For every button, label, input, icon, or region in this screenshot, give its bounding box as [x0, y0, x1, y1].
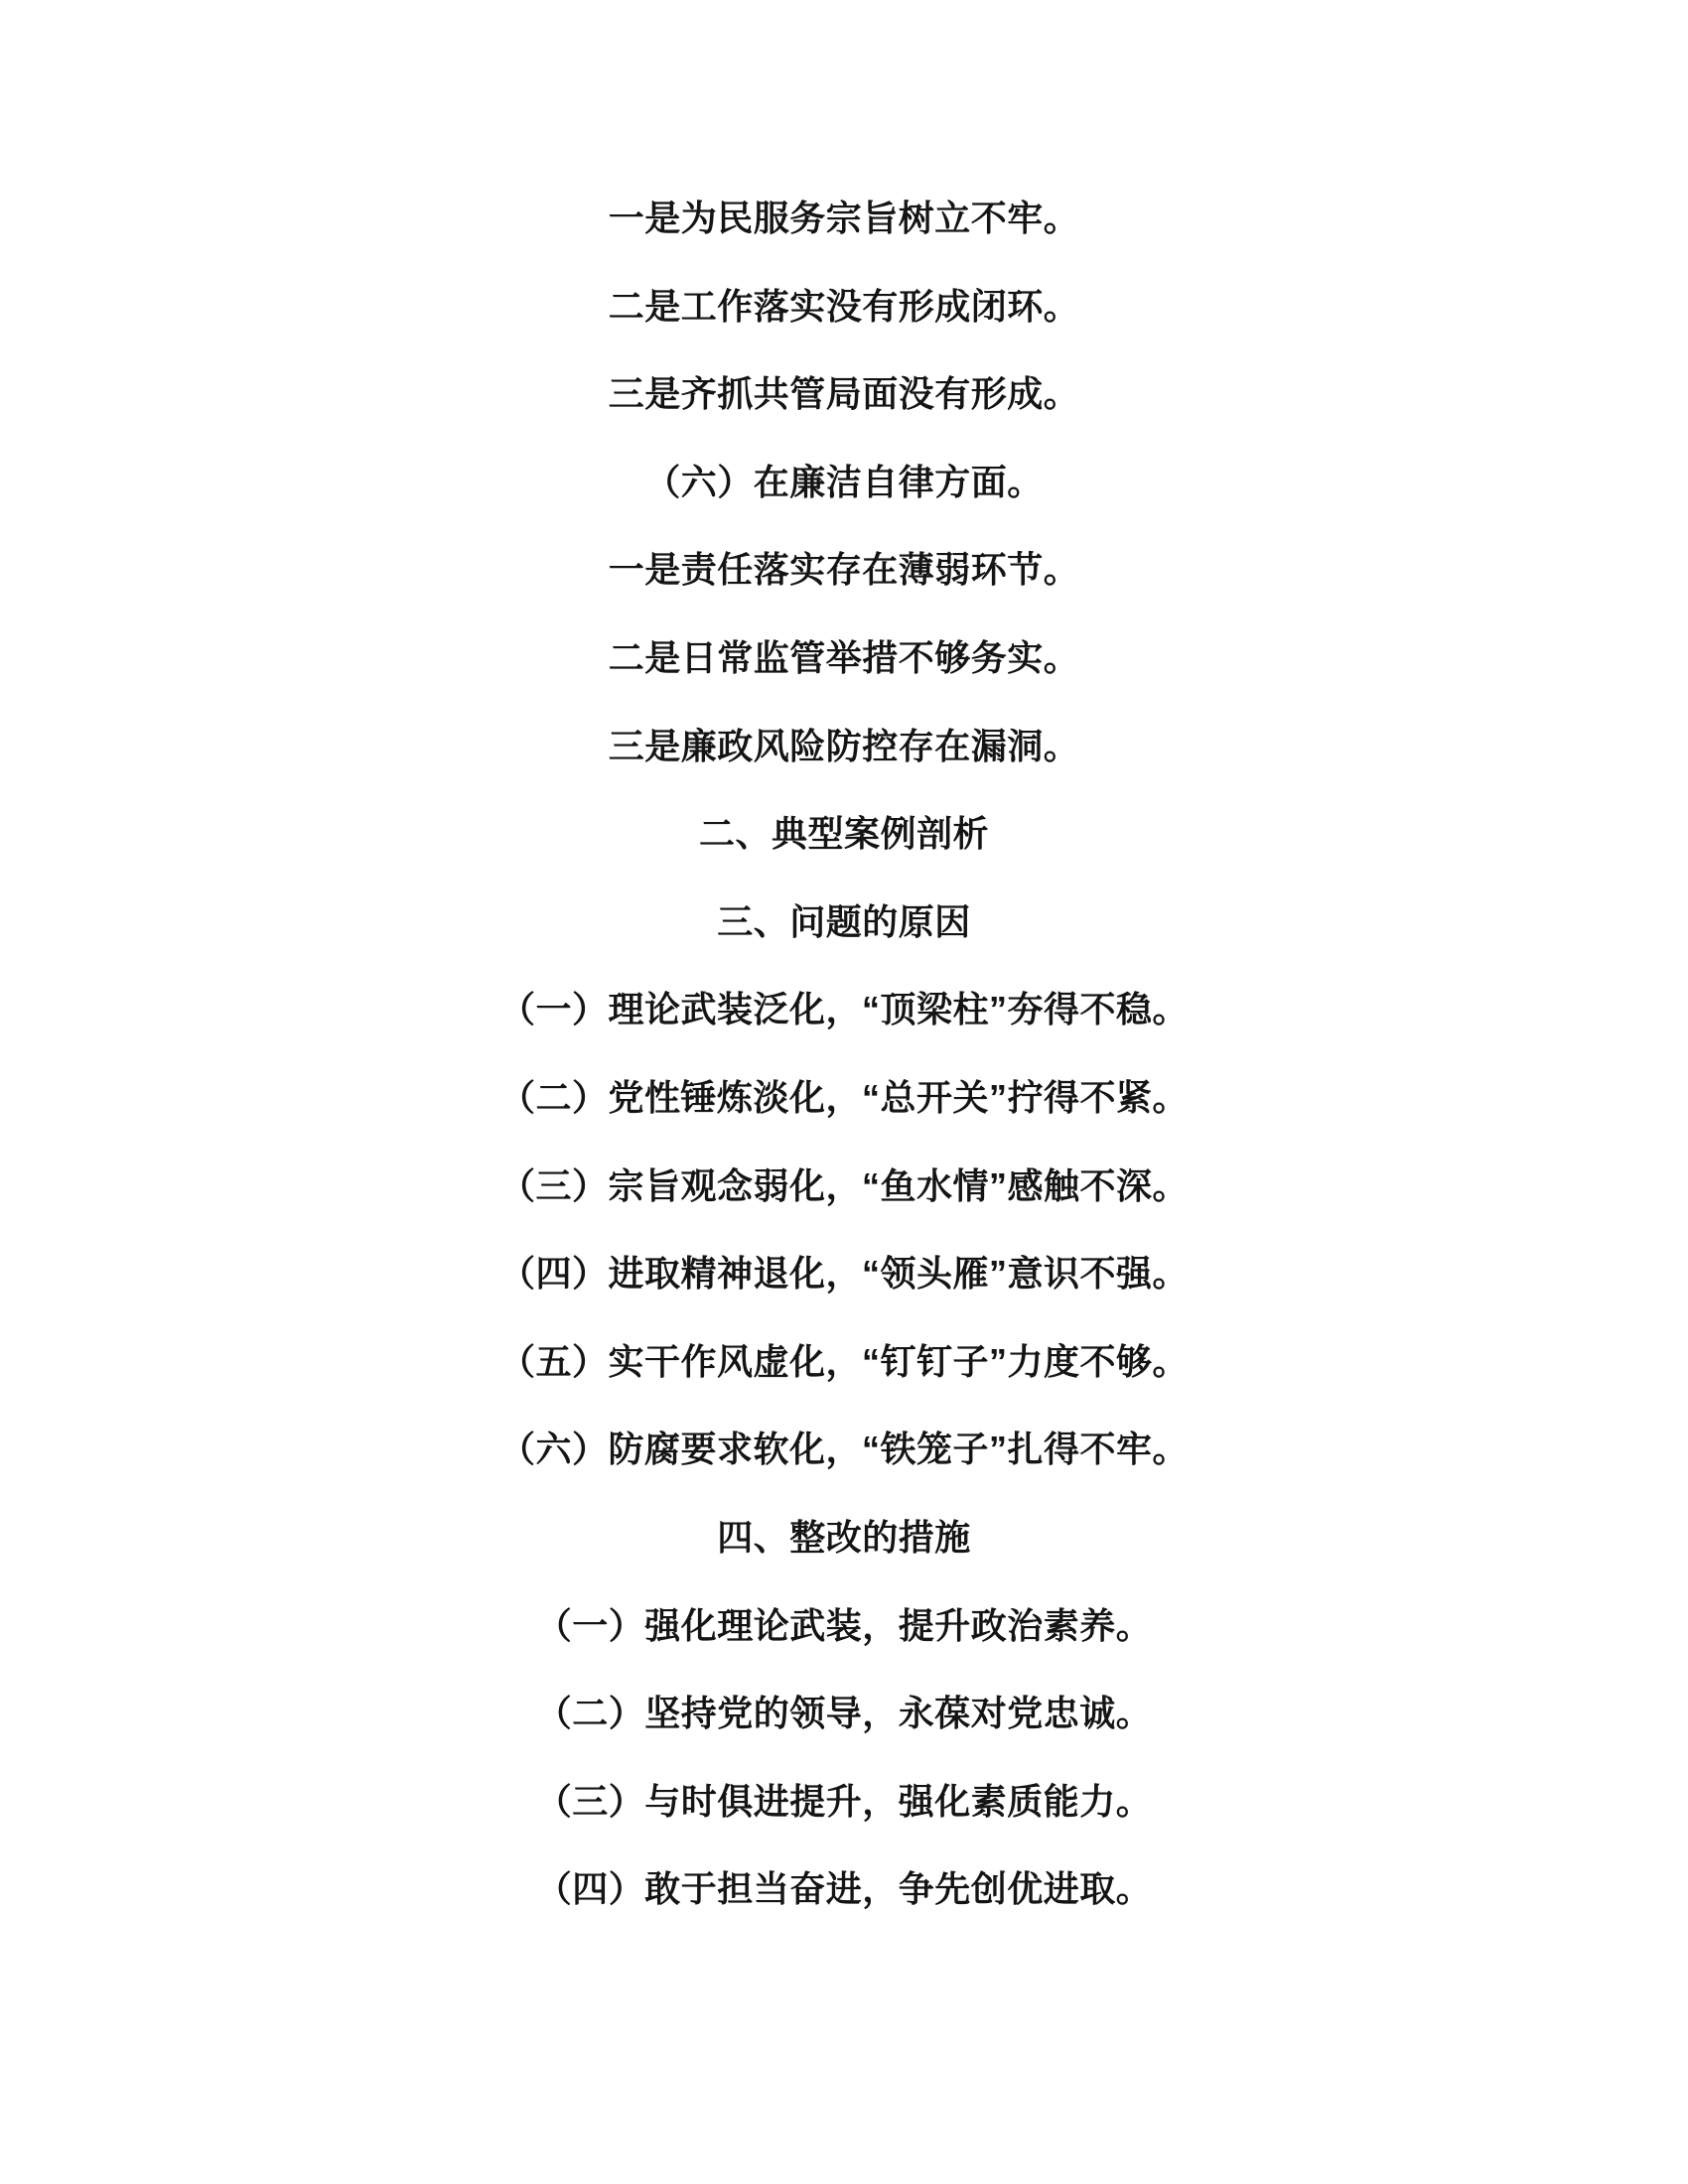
- document-section-heading: （三）与时俱进提升，强化素质能力。: [535, 1780, 1153, 1822]
- document-chapter-heading: 三、问题的原因: [717, 900, 971, 942]
- document-line: 二是日常监管举措不够务实。: [608, 636, 1080, 678]
- document-section-heading: （五）实干作风虚化，“钉钉子”力度不够。: [498, 1340, 1189, 1382]
- document-line: 一是责任落实存在薄弱环节。: [608, 549, 1080, 591]
- document-section-heading: （六）防腐要求软化，“铁笼子”扎得不牢。: [498, 1429, 1189, 1470]
- document-section-heading: （一）强化理论武装，提升政治素养。: [535, 1604, 1153, 1646]
- document-line: 二是工作落实没有形成闭环。: [608, 285, 1080, 327]
- document-section-heading: （一）理论武装泛化，“顶梁柱”夯得不稳。: [498, 989, 1189, 1030]
- document-line: 三是齐抓共管局面没有形成。: [608, 373, 1080, 415]
- document-chapter-heading: 四、整改的措施: [717, 1516, 971, 1558]
- document-line: 三是廉政风险防控存在漏洞。: [608, 725, 1080, 766]
- document-line: 一是为民服务宗旨树立不牢。: [608, 198, 1080, 238]
- document-section-heading: （六）在廉洁自律方面。: [644, 461, 1044, 502]
- document-chapter-heading: 二、典型案例剖析: [698, 813, 989, 855]
- document-section-heading: （四）进取精神退化，“领头雁”意识不强。: [498, 1253, 1189, 1295]
- document-section-heading: （三）宗旨观念弱化，“鱼水情”感触不深。: [498, 1164, 1189, 1206]
- document-section-heading: （四）敢于担当奋进，争先创优进取。: [535, 1868, 1153, 1910]
- document-section-heading: （二）坚持党的领导，永葆对党忠诚。: [535, 1693, 1153, 1734]
- document-section-heading: （二）党性锤炼淡化，“总开关”拧得不紧。: [498, 1076, 1189, 1118]
